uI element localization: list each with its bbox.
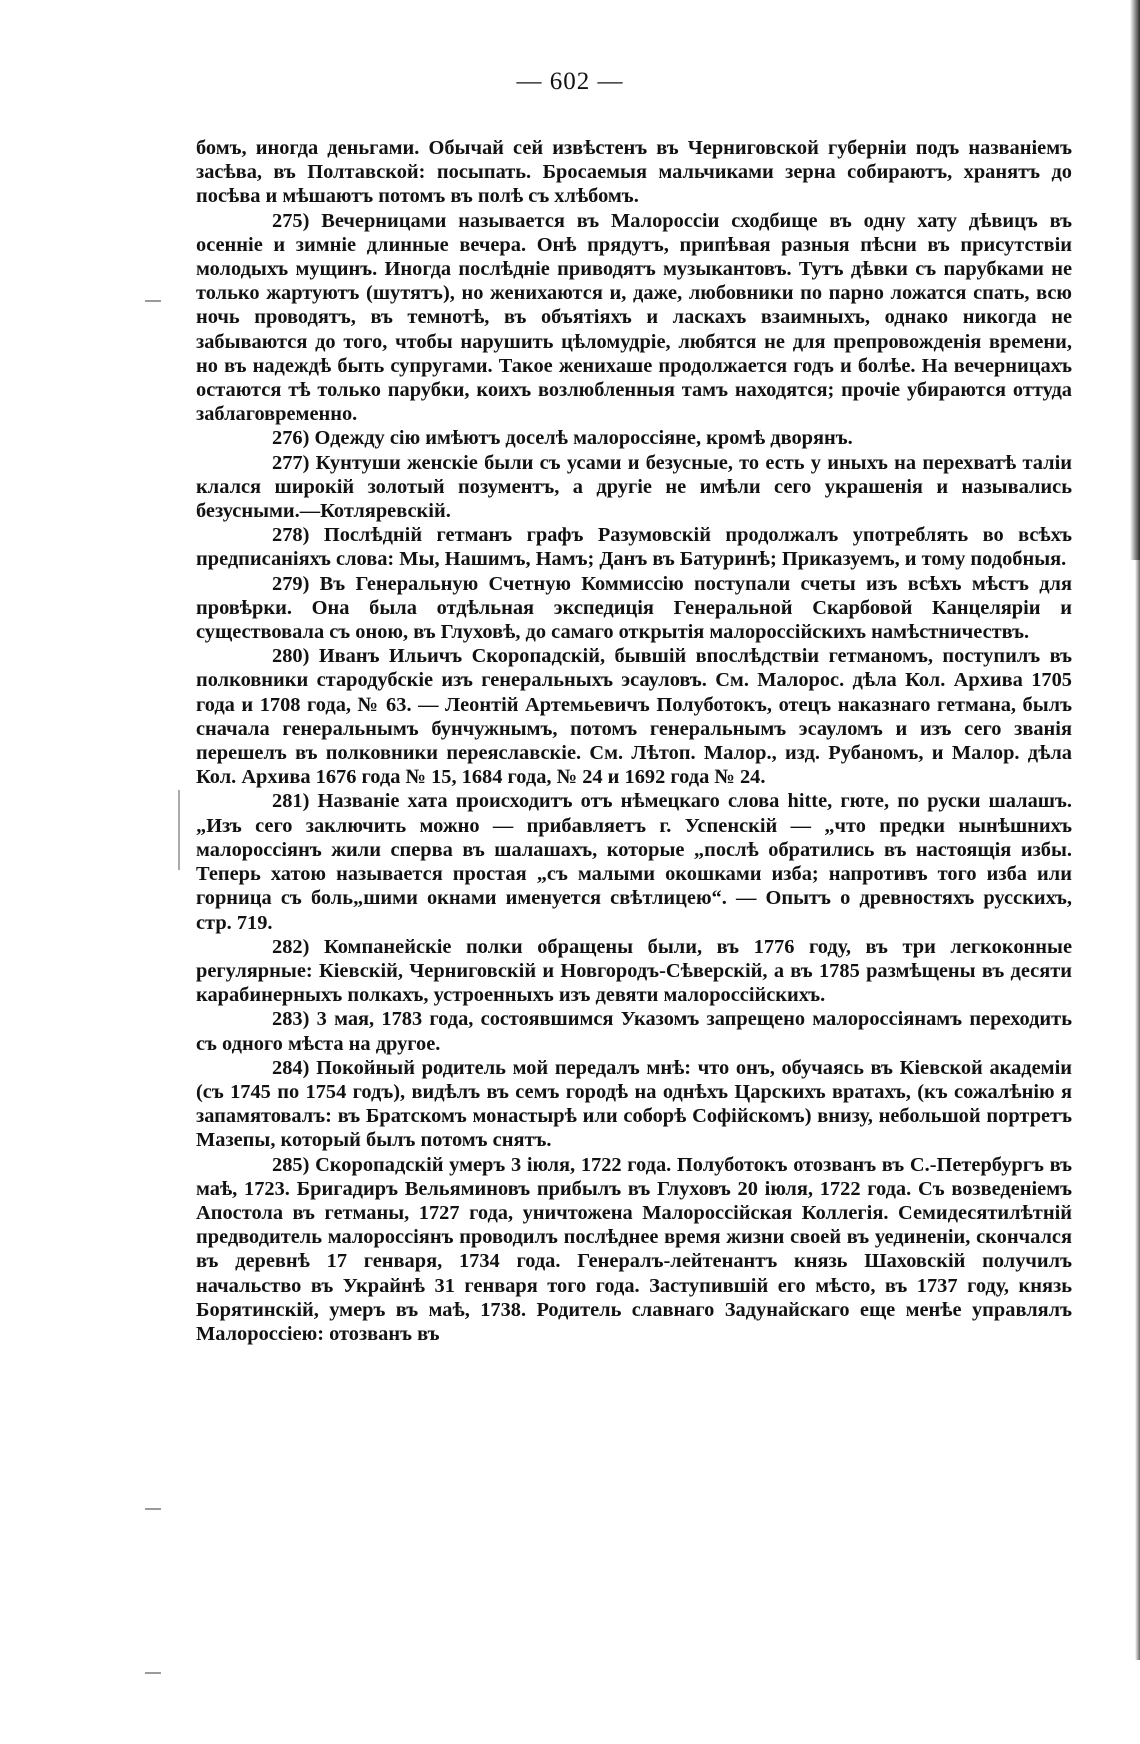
note-number: 284) [272,1056,310,1079]
page-number: — 602 — [516,68,624,95]
paragraph-text: Въ Генеральную Счетную Коммиссію поступали счеты изъ всѣхъ мѣстъ для провѣрки. Она была отдѣльная экспедиція Генеральной Скарбовой Канцеляріи и существовала съ оною, въ Глуховѣ, до самаго открытія малороссійскихъ намѣстничествъ. [196,572,1072,644]
paragraph-text: Вечерницами называется въ Малороссіи сходбище въ одну хату дѣвицъ въ осенніе и зимніе длинные вечера. Онѣ прядутъ, припѣвая разныя пѣсни въ присутствіи молодыхъ мущинъ. Иногда послѣдніе приводятъ музыкантовъ. Тутъ дѣвки съ парубками не только жартуютъ (шутятъ), но женихаются и, даже, любовники по парно ложатся спать, всю ночь проводятъ, въ темнотѣ, въ объятіяхъ и ласкахъ взаимныхъ, однако никогда не забываются до того, чтобы нарушить цѣломудріе, любятся не для препровожденія времени, но въ надеждѣ быть супругами. Такое женихаше продолжается годъ и болѣе. На вечерницахъ остаются тѣ только парубки, коихъ возлюбленныя тамъ находятся; прочіе убираются оттуда заблаговременно. [196,209,1072,426]
paragraph-text: Одежду сію имѣютъ доселѣ малороссіяне, кромѣ дворянъ. [314,427,853,450]
paragraph-text: Иванъ Ильичъ Скоропадскій, бывшій впослѣдствіи гетманомъ, поступилъ въ полковники стародубскіе изъ генеральныхъ эсауловъ. См. Малорос. дѣла Кол. Архива 1705 года и 1708 года, № 63. — Леонтій Артемьевичъ Полуботокъ, отецъ наказнаго гетмана, былъ сначала генеральнымъ бунчужнымъ, потомъ генеральнымъ эсауломъ и изъ сего званія перешелъ въ полковники переяславскіе. См. Лѣтоп. Малор., изд. Рубаномъ, и Малор. дѣла Кол. Архива 1676 года № 15, 1684 года, № 24 и 1692 года № 24. [196,645,1072,789]
note-number: 282) [272,935,310,958]
footnote-276 [196,426,1072,450]
paragraph-text: Покойный родитель мой передалъ мнѣ: что онъ, обучаясь въ Кіевской академіи (съ 1745 по 1754 годъ), видѣлъ въ семъ городѣ на однѣхъ Царскихъ вратахъ, (къ сожалѣнію я запамятовалъ: въ Братскомъ монастырѣ или соборѣ Софійскомъ) внизу, небольшой портретъ Мазепы, который былъ потомъ снятъ. [196,1056,1072,1152]
scan-margin-mark [145,1672,161,1674]
paragraph-text: Названіе хата происходитъ отъ нѣмецкаго слова hitte, гюте, по руски шалашъ. „Изъ сего заключить можно — прибавляетъ г. Успенскій — „что предки нынѣшнихъ малороссіянъ жили сперва въ шалашахъ, которые „послѣ обратились въ настоящія избы. Теперь хатою называется простая „съ малыми окошками изба; напротивъ того изба или горница съ боль„шими окнами именуется свѣтлицею“. — Опытъ о древностяхъ русскихъ, стр. 719. [196,790,1072,934]
footnote-280 [196,644,1072,789]
note-number: 285) [272,1153,310,1176]
footnote-277 [196,451,1072,524]
page-text [196,136,1072,1346]
footnote-278 [196,523,1072,571]
scan-edge-shadow-lower [1135,560,1140,1660]
paragraph-text: Кунтуши женскіе были съ усами и безусные, то есть у иныхъ на перехватѣ таліи клался широкій золотый позументъ, а другіе не имѣли сего украшенія и назывались безусными.—Котляревскій. [196,451,1072,523]
note-number: 278) [272,524,310,547]
scan-margin-mark [145,1508,161,1510]
footnote-279 [196,572,1072,645]
footnote-281 [196,789,1072,934]
paragraph-text: 3 мая, 1783 года, состоявшимся Указомъ запрещено малороссіянамъ переходить съ одного мѣста на другое. [196,1008,1072,1055]
paragraph-continuation [196,136,1072,209]
note-number: 276) [272,427,310,450]
note-number: 275) [272,209,310,232]
note-number: 283) [272,1008,310,1031]
paragraph-text: Скоропадскій умеръ 3 іюля, 1722 года. Полуботокъ отозванъ въ С.-Петербургъ въ маѣ, 1723. Бригадиръ Вельяминовъ прибылъ въ Глуховъ 20 іюля, 1722 года. Съ возведеніемъ Апостола въ гетманы, 1727 года, уничтожена Малороссійская Коллегія. Семидесятилѣтній предводитель малороссіянъ проводилъ послѣднее время жизни своей въ уединеніи, скончался въ деревнѣ 17 генваря, 1734 года. Генералъ-лейтенантъ князь Шаховскій получилъ начальство въ Украйнѣ 31 генваря того года. Заступившій его мѣсто, въ 1737 году, князь Борятинскій, умеръ въ маѣ, 1738. Родитель славнаго Задунайскаго еще менѣе управлялъ Малороссіею: отозванъ въ [196,1153,1072,1345]
footnote-275 [196,209,1072,427]
note-number: 280) [272,645,310,668]
footnote-283 [196,1007,1072,1055]
footnote-284 [196,1056,1072,1153]
footnote-282 [196,935,1072,1008]
note-number: 279) [272,572,310,595]
paragraph-text: Послѣдній гетманъ графъ Разумовскій продолжалъ употреблять во всѣхъ предписаніяхъ слова: Мы, Нашимъ, Намъ; Данъ въ Батуринѣ; Приказуемъ, и тому подобныя. [196,524,1072,571]
paragraph-text: бомъ, иногда деньгами. Обычай сей извѣстенъ въ Черниговской губерніи подъ названіемъ засѣва, въ Полтавской: посыпать. Бросаемыя мальчиками зерна собираютъ, хранятъ до посѣва и мѣшаютъ потомъ въ полѣ съ хлѣбомъ. [196,137,1072,208]
scan-margin-mark [145,300,161,302]
paragraph-text: Компанейскіе полки обращены были, въ 1776 году, въ три легкоконные регулярные: Кіевскій, Черниговскій и Новгородъ-Сѣверскій, а въ 1785 размѣщены въ десяти карабинерныхъ полкахъ, устроенныхъ изъ девяти малороссійскихъ. [196,935,1072,1007]
note-number: 277) [272,451,310,474]
scan-margin-line [178,790,180,870]
footnote-285 [196,1153,1072,1347]
note-number: 281) [272,790,310,813]
